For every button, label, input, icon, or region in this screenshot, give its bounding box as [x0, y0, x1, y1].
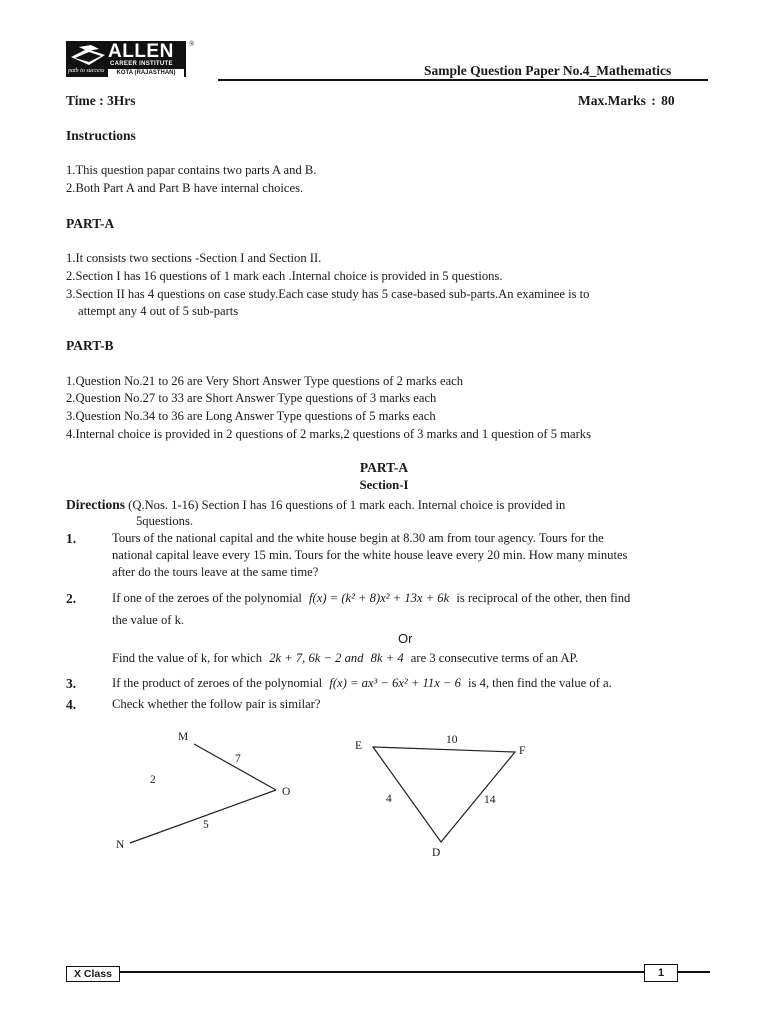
question-3-text: If the product of zeroes of the polynomial [112, 676, 323, 690]
part-b-heading: PART-B [66, 338, 114, 353]
question-2-text: is reciprocal of the other, then find [456, 591, 631, 605]
polynomial-expression: f(x) = ax³ − 6x² + 11x − 6 [329, 676, 461, 690]
question-2-alt-text: are 3 consecutive terms of an AP. [410, 651, 579, 665]
instruction-item: 1.This question papar contains two parts A and B. [66, 163, 317, 177]
part-a-item: 2.Section I has 16 questions of 1 mark each .Internal choice is provided in 5 questions. [66, 269, 503, 283]
vertex-label: N [116, 839, 125, 851]
side-label: 2 [150, 774, 156, 786]
directions-label: Directions [66, 497, 125, 512]
question-number: 4. [66, 697, 77, 712]
side-on [130, 790, 276, 843]
vertex-label: O [282, 786, 291, 798]
question-2-line: the value of k. [112, 613, 185, 627]
time-label: Time : 3Hrs [66, 93, 136, 108]
question-1-line: Tours of the national capital and the white house begin at 8.30 am from tour agency. Tours for the [112, 531, 604, 545]
part-b-item: 2.Question No.27 to 33 are Short Answer Type questions of 3 marks each [66, 391, 437, 405]
instruction-item: 2.Both Part A and Part B have internal choices. [66, 181, 304, 195]
logo-name: ALLEN [108, 41, 174, 62]
polynomial-expression: f(x) = (k² + 8)x² + 13x + 6k [309, 591, 450, 605]
question-number: 2. [66, 591, 77, 606]
side-label: 10 [446, 734, 458, 746]
logo-subtitle: CAREER INSTITUTE [110, 61, 173, 67]
section-name-heading: Section-I [359, 478, 409, 492]
max-marks-label: Max.Marks : 80 [578, 93, 675, 108]
page-number: 1 [644, 964, 678, 982]
logo-tagline: path to success [68, 68, 105, 74]
registered-mark: ® [189, 40, 195, 48]
side-label: 14 [484, 794, 496, 806]
class-label: X Class [66, 966, 120, 982]
side-label: 5 [203, 819, 209, 831]
side-label: 4 [386, 793, 392, 805]
question-2-alt-text: Find the value of k, for which [112, 651, 263, 665]
vertex-label: E [355, 740, 363, 752]
side-mo [194, 744, 276, 790]
or-separator: Or [398, 631, 413, 646]
directions-text: (Q.Nos. 1-16) Section I has 16 questions of 1 mark each. Internal choice is provided in [125, 498, 566, 512]
section-part-heading: PART-A [359, 460, 409, 475]
question-4-text: Check whether the follow pair is similar? [112, 697, 321, 711]
vertex-label: M [178, 731, 189, 743]
part-b-item: 1.Question No.21 to 26 are Very Short Answer Type questions of 2 marks each [66, 374, 464, 388]
part-a-item: 3.Section II has 4 questions on case study.Each case study has 5 case-based sub-parts.An examinee is to [66, 287, 590, 301]
vertex-label: F [519, 745, 526, 757]
directions-text-continued: 5questions. [136, 514, 194, 528]
logo-city: KOTA (RAJASTHAN) [108, 69, 184, 77]
part-b-item: 3.Question No.34 to 36 are Long Answer Type questions of 5 marks each [66, 409, 436, 423]
question-3-text: is 4, then find the value of a. [468, 676, 612, 690]
question-1-line: after do the tours leave at the same time? [112, 565, 319, 579]
vertex-label: D [432, 847, 441, 859]
side-label: 7 [235, 753, 241, 765]
instructions-heading: Instructions [66, 128, 136, 143]
paper-title: Sample Question Paper No.4_Mathematics [424, 63, 672, 78]
question-1-line: national capital leave every 15 min. Tours for the white house leave every 20 min. How many minutes [112, 548, 628, 562]
footer-rule [66, 971, 710, 973]
question-number: 3. [66, 676, 77, 691]
question-number: 1. [66, 531, 77, 546]
ap-terms-expression: 2k + 7, 6k − 2 and [269, 651, 364, 665]
part-a-heading: PART-A [66, 216, 115, 231]
part-a-item: 1.It consists two sections -Section I and Section II. [66, 251, 322, 265]
part-a-item: attempt any 4 out of 5 sub-parts [78, 304, 239, 318]
question-2-text: If one of the zeroes of the polynomial [112, 591, 302, 605]
part-b-item: 4.Internal choice is provided in 2 questions of 2 marks,2 questions of 3 marks and 1 question of 5 marks [66, 427, 591, 441]
ap-third-term: 8k + 4 [370, 651, 404, 665]
